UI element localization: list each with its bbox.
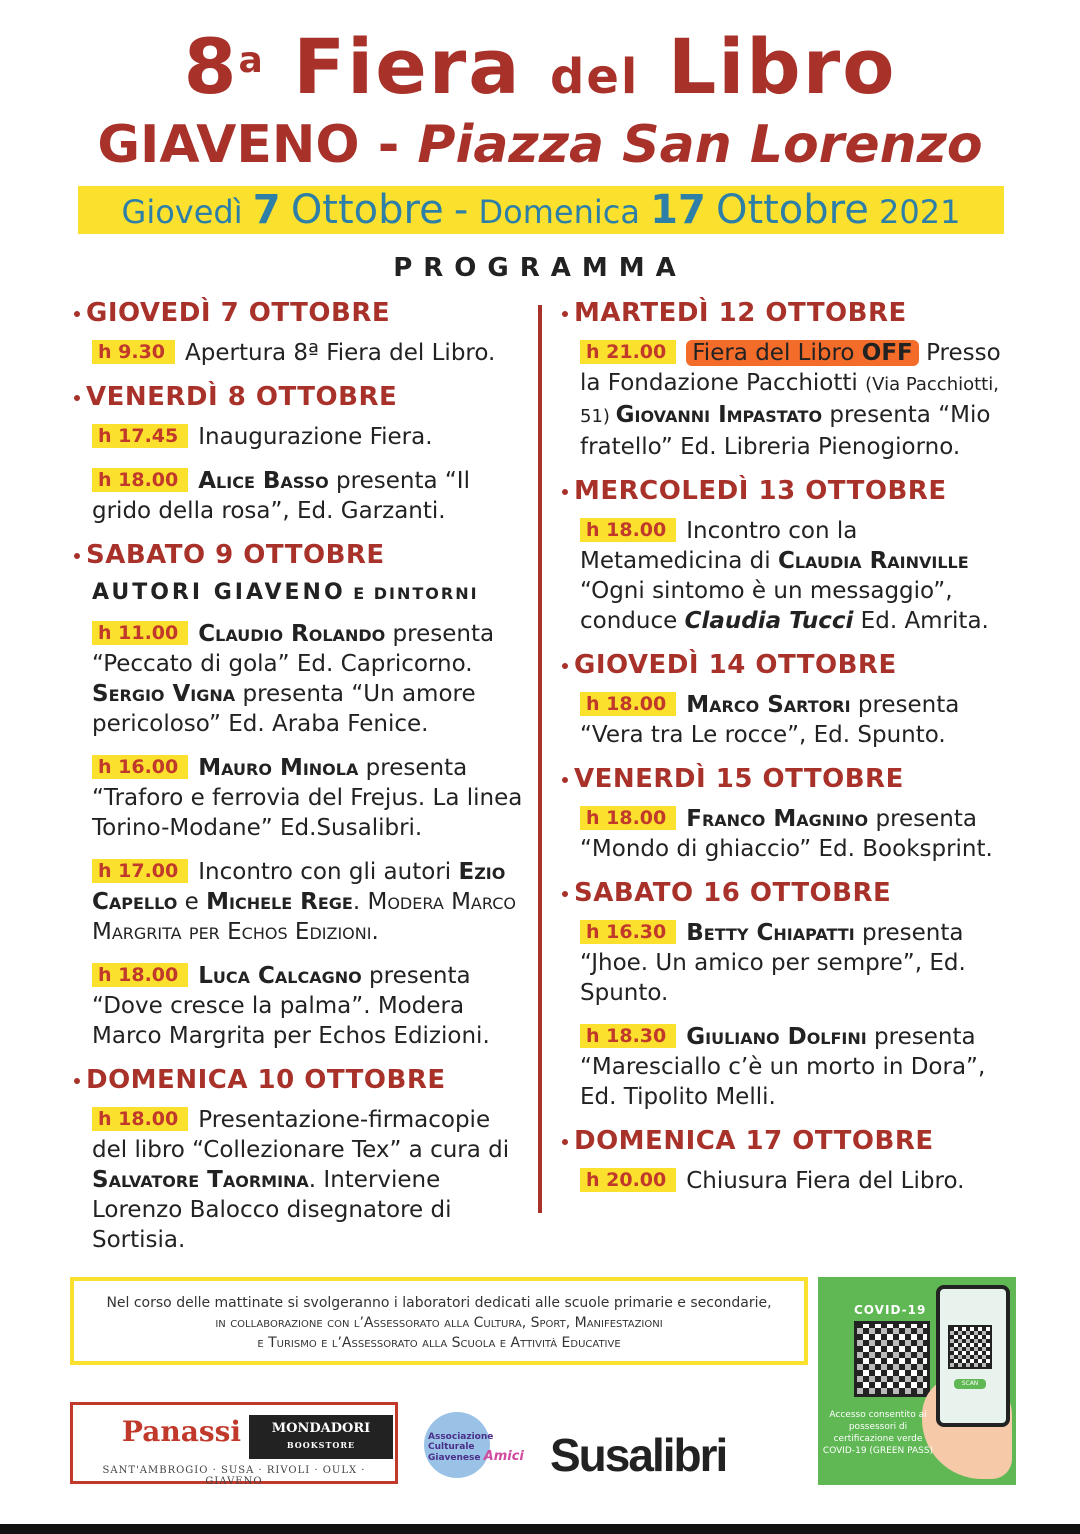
schools-note: Nel corso delle mattinate si svolgeranno i laboratori dedicati alle scuole primarie e secondarie, in collaborazione con l’Assessorato alla Cultura, Sport, Manifestazioni e Turismo e l’Assessorato alla Scuola e Attività Educative (70, 1277, 808, 1365)
event-item: h 18.00 Luca Calcagno presenta “Dove cresce la palma”. Modera Marco Margrita per Echos Edizioni. (92, 963, 490, 1049)
event-time: h 17.45 (92, 424, 188, 448)
day-heading: MERCOLEDÌ 13 OTTOBRE (562, 476, 1012, 506)
day-heading: GIOVEDÌ 7 OTTOBRE (74, 298, 524, 328)
event-time: h 18.00 (580, 806, 676, 830)
event-item: h 17.00 Incontro con gli autori Ezio Capello e Michele Rege. Modera Marco Margrita per Echos Edizioni. (92, 859, 516, 945)
day-heading: SABATO 16 OTTOBRE (562, 878, 1012, 908)
event-time: h 18.30 (580, 1024, 676, 1048)
event-item: h 18.30 Giuliano Dolfini presenta “Maresciallo c’è un morto in Dora”, Ed. Tipolito Melli. (580, 1024, 986, 1110)
bottom-bar (0, 1524, 1080, 1534)
event-item: h 16.30 Betty Chiapatti presenta “Jhoe. Un amico per sempre”, Ed. Spunto. (580, 920, 966, 1006)
qr-code-icon (948, 1325, 992, 1369)
event-item: h 18.00 Incontro con la Metamedicina di Claudia Rainville “Ogni sintomo è un messaggio”, conduce Claudia Tucci Ed. Amrita. (580, 518, 989, 634)
event-time: h 16.30 (580, 920, 676, 944)
poster-title: 8$^a$ Fiera del Libro (183, 22, 897, 111)
event-item: h 16.00 Mauro Minola presenta “Traforo e ferrovia del Frejus. La linea Torino-Modane” Ed.Susalibri. (92, 755, 523, 841)
event-item: h 18.00 Alice Basso presenta “Il grido della rosa”, Ed. Garzanti. (92, 468, 470, 524)
column-divider (538, 305, 542, 1213)
day-heading: GIOVEDÌ 14 OTTOBRE (562, 650, 1012, 680)
day-heading: DOMENICA 17 OTTOBRE (562, 1126, 1012, 1156)
programma-heading: PROGRAMMA (393, 253, 687, 283)
event-time: h 16.00 (92, 755, 188, 779)
qr-code-icon (854, 1321, 930, 1397)
event-item: h 11.00 Claudio Rolando presenta “Peccato di gola” Ed. Capricorno. Sergio Vigna presenta “Un amore pericoloso” Ed. Araba Fenice. (92, 621, 495, 737)
event-item: h 20.00 Chiusura Fiera del Libro. (580, 1166, 1012, 1196)
event-time: h 18.00 (92, 468, 188, 492)
amici-logo: Associazione Culturale Giavenese Amici (424, 1412, 528, 1482)
program-right-column (562, 298, 1012, 1210)
event-time: h 17.00 (92, 859, 188, 883)
mondadori-logo: MONDADORI BOOKSTORE (249, 1415, 393, 1459)
day-heading: VENERDÌ 8 OTTOBRE (74, 382, 524, 412)
day-heading: DOMENICA 10 OTTOBRE (74, 1065, 524, 1095)
off-badge: Fiera del Libro OFF (686, 340, 919, 366)
event-item: h 18.00 Presentazione-firmacopie del libro “Collezionare Tex” a cura di Salvatore Taormina. Interviene Lorenzo Balocco disegnatore di Sortisia. (92, 1107, 510, 1253)
event-time: h 18.00 (580, 518, 676, 542)
event-item: h 18.00 Marco Sartori presenta “Vera tra Le rocce”, Ed. Spunto. (580, 692, 960, 748)
event-item: h 9.30 Apertura 8ª Fiera del Libro. (92, 338, 524, 368)
event-item: h 17.45 Inaugurazione Fiera. (92, 422, 524, 452)
event-time: h 9.30 (92, 340, 175, 364)
program-left-column (74, 298, 524, 1269)
day-heading: VENERDÌ 15 OTTOBRE (562, 764, 1012, 794)
section-subtitle: AUTORI GIAVENO E DINTORNI (92, 580, 479, 605)
event-item: h 21.00 Fiera del Libro OFF Presso la Fondazione Pacchiotti (Via Pacchiotti, 51) Giovanni Impastato presenta “Mio fratello” Ed. Libreria Pienogiorno. (580, 340, 1001, 460)
day-heading: SABATO 9 OTTOBRE (74, 540, 524, 570)
event-item: h 18.00 Franco Magnino presenta “Mondo di ghiaccio” Ed. Booksprint. (580, 806, 993, 862)
event-time: h 11.00 (92, 621, 188, 645)
phone-icon: SCAN (936, 1285, 1010, 1427)
covid-greenpass-box: COVID-19 SCAN Accesso consentito ai possessori di certificazione verde COVID-19 (GREEN PASS) (818, 1277, 1016, 1485)
event-time: h 18.00 (92, 1107, 188, 1131)
day-heading: MARTEDÌ 12 OTTOBRE (562, 298, 1012, 328)
susalibri-logo: Susalibri (550, 1429, 727, 1481)
event-time: h 18.00 (580, 692, 676, 716)
poster-location: GIAVENO - Piazza San Lorenzo (97, 115, 983, 175)
date-banner: Giovedì 7 Ottobre - Domenica 17 Ottobre 2021 (78, 186, 1004, 234)
event-time: h 21.00 (580, 340, 676, 364)
panassi-mondadori-logo: Panassi MONDADORI BOOKSTORE SANT'AMBROGIO · SUSA · RIVOLI · OULX · GIAVENO (70, 1402, 398, 1484)
event-time: h 20.00 (580, 1168, 676, 1192)
event-time: h 18.00 (92, 963, 188, 987)
